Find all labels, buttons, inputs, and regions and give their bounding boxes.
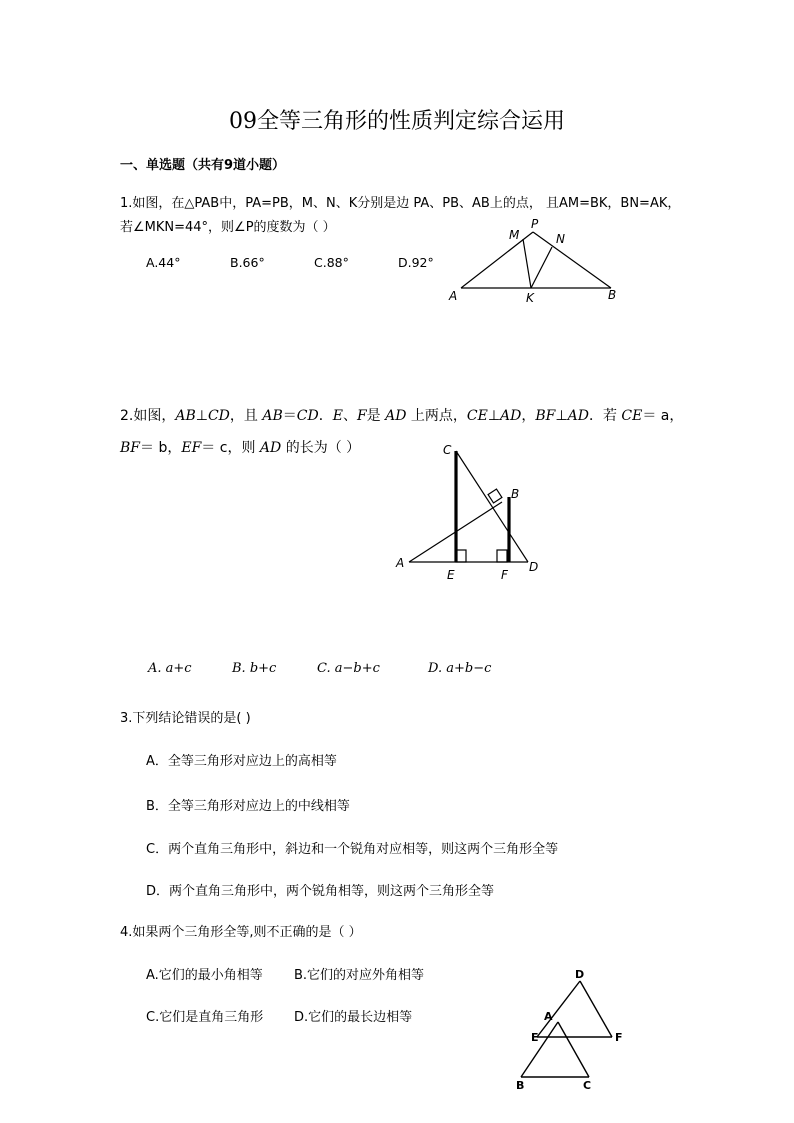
q3-option-a: A．全等三角形对应边上的高相等: [146, 754, 337, 769]
q2-label-a: A: [396, 556, 405, 570]
q1-option-a: A.44°: [146, 255, 181, 270]
q4-option-b: B.它们的对应外角相等: [294, 968, 425, 983]
q4-option-d: D.它们的最长边相等: [294, 1010, 413, 1025]
q2-option-a: A. a+c: [148, 661, 192, 676]
q2-label-c: C: [443, 443, 452, 457]
q1-label-a: A: [449, 289, 458, 303]
q2-stem-line2: BF＝ b，EF＝ c，则 AD 的长为（ ）: [120, 440, 361, 456]
q4-label-a: A: [544, 1010, 553, 1023]
q1-option-b: B.66°: [230, 255, 265, 270]
q4-option-a: A.它们的最小角相等: [146, 968, 263, 983]
q1-label-k: K: [526, 291, 534, 305]
q4-label-b: B: [516, 1079, 525, 1092]
q2-option-b: B. b+c: [232, 661, 277, 676]
section-heading: 一、单选题（共有9道小题）: [120, 158, 286, 173]
q4-option-c: C.它们是直角三角形: [146, 1010, 264, 1025]
q2-label-f: F: [501, 568, 508, 582]
q1-label-p: P: [531, 217, 539, 231]
q2-stem-line1: 2.如图，AB⊥CD，且 AB＝CD．E、F是 AD 上两点，CE⊥AD，BF⊥AD．若 CE＝ a，: [120, 408, 684, 424]
q2-label-d: D: [529, 560, 539, 574]
q4-label-f: F: [615, 1031, 623, 1044]
q3-option-b: B．全等三角形对应边上的中线相等: [146, 799, 350, 814]
q2-option-d: D. a+b−c: [428, 661, 492, 676]
q4-label-d: D: [575, 968, 585, 981]
q1-label-b: B: [608, 288, 617, 302]
page-title: 09全等三角形的性质判定综合运用: [229, 109, 565, 134]
q4-label-c: C: [583, 1079, 592, 1092]
q3-option-c: C．两个直角三角形中，斜边和一个锐角对应相等，则这两个三角形全等: [146, 842, 559, 857]
q2-label-e: E: [447, 568, 455, 582]
q4-figure: [516, 968, 623, 1092]
q3-stem: 3.下列结论错误的是( ): [120, 711, 251, 726]
q1-option-c: C.88°: [314, 255, 349, 270]
q1-option-d: D.92°: [398, 255, 434, 270]
q2-label-b: B: [511, 487, 520, 501]
q2-option-c: C. a−b+c: [317, 661, 380, 676]
q4-label-e: E: [531, 1031, 539, 1044]
q3-option-d: D．两个直角三角形中，两个锐角相等，则这两个三角形全等: [146, 884, 495, 899]
q1-stem-line2: 若∠MKN=44°，则∠P的度数为（ ）: [120, 220, 336, 235]
q1-label-m: M: [509, 228, 520, 242]
q4-stem: 4.如果两个三角形全等,则不正确的是（ ）: [120, 925, 362, 940]
q1-stem-line1: 1.如图，在△PAB中，PA=PB，M、N、K分别是边 PA、PB、AB上的点， 且AM=BK，BN=AK，: [120, 196, 681, 211]
q2-figure: [395, 443, 538, 582]
q1-label-n: N: [556, 232, 565, 246]
